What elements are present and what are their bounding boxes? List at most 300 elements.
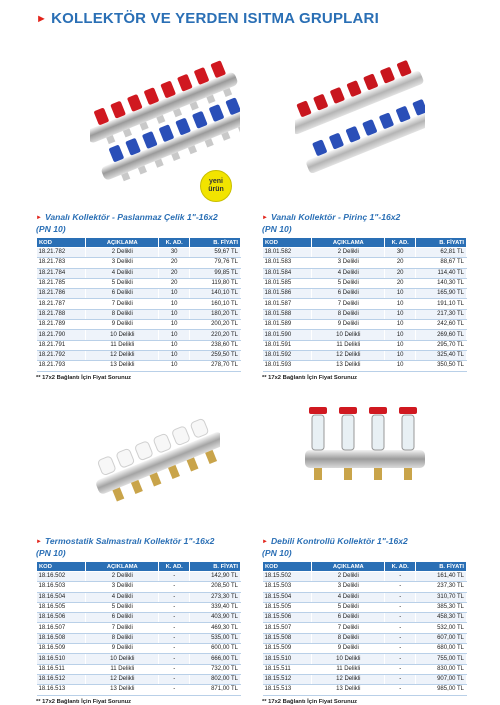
new-product-badge bbox=[200, 170, 232, 202]
cell-fiyat: 140,30 TL bbox=[415, 278, 466, 288]
cell-kad: - bbox=[385, 654, 416, 664]
thermostatic-manifold-block bbox=[36, 536, 241, 705]
cell-aciklama: 7 Delikli bbox=[86, 299, 159, 309]
cell-kod: 18.15.511 bbox=[263, 664, 312, 674]
cell-fiyat: 403,90 TL bbox=[189, 613, 240, 623]
cell-kod: 18.21.793 bbox=[37, 361, 86, 371]
cell-fiyat: 830,00 TL bbox=[415, 664, 466, 674]
cell-kod: 18.01.593 bbox=[263, 361, 312, 371]
footnote bbox=[262, 375, 467, 381]
cell-kod: 18.15.505 bbox=[263, 602, 312, 612]
cell-aciklama: 13 Delikli bbox=[312, 361, 385, 371]
cell-aciklama: 9 Delikli bbox=[312, 644, 385, 654]
table-row bbox=[37, 602, 241, 612]
block-title bbox=[262, 536, 467, 559]
cell-fiyat: 191,10 TL bbox=[415, 299, 466, 309]
footnote bbox=[262, 699, 467, 705]
table-row bbox=[263, 268, 467, 278]
cell-fiyat: 607,00 TL bbox=[415, 633, 466, 643]
cell-kod: 18.01.584 bbox=[263, 268, 312, 278]
cell-fiyat: 871,00 TL bbox=[189, 685, 240, 695]
cell-kod: 18.15.513 bbox=[263, 685, 312, 695]
table-row bbox=[263, 685, 467, 695]
cell-fiyat: 458,30 TL bbox=[415, 613, 466, 623]
table-row bbox=[37, 572, 241, 582]
block-title-text: Vanalı Kollektör - Pirinç 1"-16x2 bbox=[270, 212, 401, 222]
cell-kod: 18.01.590 bbox=[263, 330, 312, 340]
cell-kad: 10 bbox=[159, 309, 190, 319]
cell-kad: 10 bbox=[159, 320, 190, 330]
table-row bbox=[37, 309, 241, 319]
cell-aciklama: 6 Delikli bbox=[86, 613, 159, 623]
cell-kod: 18.01.587 bbox=[263, 299, 312, 309]
table-row bbox=[37, 674, 241, 684]
cell-fiyat: 59,67 TL bbox=[189, 248, 240, 258]
cell-kod: 18.16.507 bbox=[37, 623, 86, 633]
footnote-prefix: ** bbox=[36, 698, 41, 705]
footnote-text: 17x2 Bağlantı İçin Fiyat Sorunuz bbox=[268, 374, 358, 381]
table-row bbox=[37, 592, 241, 602]
flowmeter-manifold-block bbox=[262, 536, 467, 705]
cell-kod: 18.16.512 bbox=[37, 674, 86, 684]
cell-kad: - bbox=[385, 674, 416, 684]
cell-kod: 18.01.589 bbox=[263, 320, 312, 330]
cell-aciklama: 4 Delikli bbox=[86, 592, 159, 602]
footnote-prefix: ** bbox=[262, 698, 267, 705]
cell-kod: 18.21.792 bbox=[37, 350, 86, 360]
col-header-aciklama: AÇIKLAMA bbox=[86, 238, 159, 248]
table-row bbox=[37, 623, 241, 633]
cell-fiyat: 217,30 TL bbox=[415, 309, 466, 319]
table-row bbox=[263, 299, 467, 309]
cell-aciklama: 8 Delikli bbox=[86, 633, 159, 643]
stainless-manifold-block bbox=[36, 212, 241, 381]
cell-aciklama: 3 Delikli bbox=[86, 582, 159, 592]
cell-fiyat: 310,70 TL bbox=[415, 592, 466, 602]
cell-aciklama: 11 Delikli bbox=[312, 340, 385, 350]
footnote-prefix: ** bbox=[36, 374, 41, 381]
cell-kad: 10 bbox=[159, 289, 190, 299]
triangle-bullet-icon: ► bbox=[262, 539, 268, 545]
flowmeter-manifold-image bbox=[300, 395, 430, 515]
cell-fiyat: 269,60 TL bbox=[415, 330, 466, 340]
cell-fiyat: 278,70 TL bbox=[189, 361, 240, 371]
cell-kod: 18.16.504 bbox=[37, 592, 86, 602]
table-row bbox=[37, 268, 241, 278]
col-header-aciklama: AÇIKLAMA bbox=[312, 238, 385, 248]
cell-aciklama: 4 Delikli bbox=[86, 268, 159, 278]
table-row bbox=[37, 654, 241, 664]
page-title bbox=[36, 10, 379, 27]
cell-kod: 18.21.791 bbox=[37, 340, 86, 350]
table-row bbox=[263, 674, 467, 684]
cell-kod: 18.21.784 bbox=[37, 268, 86, 278]
cell-aciklama: 10 Delikli bbox=[312, 654, 385, 664]
cell-fiyat: 339,40 TL bbox=[189, 602, 240, 612]
cell-kod: 18.15.509 bbox=[263, 644, 312, 654]
cell-aciklama: 5 Delikli bbox=[312, 278, 385, 288]
cell-aciklama: 7 Delikli bbox=[312, 623, 385, 633]
cell-kad: - bbox=[159, 685, 190, 695]
cell-fiyat: 165,90 TL bbox=[415, 289, 466, 299]
cell-kod: 18.16.513 bbox=[37, 685, 86, 695]
cell-aciklama: 6 Delikli bbox=[312, 613, 385, 623]
block-title bbox=[262, 212, 467, 235]
cell-kod: 18.15.503 bbox=[263, 582, 312, 592]
table-row bbox=[37, 299, 241, 309]
footnote-text: 17x2 Bağlantı İçin Fiyat Sorunuz bbox=[268, 698, 358, 705]
cell-kod: 18.16.511 bbox=[37, 664, 86, 674]
cell-fiyat: 469,30 TL bbox=[189, 623, 240, 633]
cell-kod: 18.15.502 bbox=[263, 572, 312, 582]
cell-fiyat: 119,80 TL bbox=[189, 278, 240, 288]
cell-fiyat: 62,81 TL bbox=[415, 248, 466, 258]
cell-fiyat: 99,85 TL bbox=[189, 268, 240, 278]
cell-aciklama: 12 Delikli bbox=[312, 350, 385, 360]
cell-kod: 18.01.582 bbox=[263, 248, 312, 258]
cell-kad: - bbox=[385, 602, 416, 612]
cell-kod: 18.21.787 bbox=[37, 299, 86, 309]
table-row bbox=[37, 248, 241, 258]
table-row bbox=[263, 613, 467, 623]
col-header-aciklama: AÇIKLAMA bbox=[312, 562, 385, 572]
table-row bbox=[37, 361, 241, 371]
cell-aciklama: 2 Delikli bbox=[312, 572, 385, 582]
cell-kod: 18.16.502 bbox=[37, 572, 86, 582]
footnote-text: 17x2 Bağlantı İçin Fiyat Sorunuz bbox=[42, 698, 132, 705]
cell-fiyat: 259,50 TL bbox=[189, 350, 240, 360]
footnote bbox=[36, 699, 241, 705]
cell-kod: 18.15.504 bbox=[263, 592, 312, 602]
table-row bbox=[263, 361, 467, 371]
table-row bbox=[37, 613, 241, 623]
brass-manifold-image bbox=[295, 45, 425, 180]
block-title bbox=[36, 212, 241, 235]
cell-kad: 10 bbox=[385, 299, 416, 309]
cell-kad: - bbox=[385, 685, 416, 695]
cell-kad: - bbox=[159, 592, 190, 602]
cell-aciklama: 5 Delikli bbox=[86, 602, 159, 612]
cell-kad: - bbox=[385, 623, 416, 633]
cell-fiyat: 200,20 TL bbox=[189, 320, 240, 330]
footnote bbox=[36, 375, 241, 381]
cell-aciklama: 11 Delikli bbox=[86, 340, 159, 350]
cell-aciklama: 10 Delikli bbox=[86, 654, 159, 664]
pressure-rating: (PN 10) bbox=[36, 548, 66, 558]
cell-kad: - bbox=[385, 592, 416, 602]
table-row bbox=[37, 278, 241, 288]
cell-kod: 18.21.782 bbox=[37, 248, 86, 258]
cell-aciklama: 5 Delikli bbox=[312, 602, 385, 612]
cell-fiyat: 535,00 TL bbox=[189, 633, 240, 643]
table-row bbox=[263, 664, 467, 674]
cell-kod: 18.01.592 bbox=[263, 350, 312, 360]
cell-fiyat: 295,70 TL bbox=[415, 340, 466, 350]
footnote-text: 17x2 Bağlantı İçin Fiyat Sorunuz bbox=[42, 374, 132, 381]
page-title-text: KOLLEKTÖR VE YERDEN ISITMA GRUPLARI bbox=[51, 10, 379, 27]
cell-kad: 10 bbox=[385, 350, 416, 360]
cell-fiyat: 680,00 TL bbox=[415, 644, 466, 654]
cell-kad: - bbox=[159, 633, 190, 643]
pressure-rating: (PN 10) bbox=[262, 548, 292, 558]
cell-kod: 18.16.508 bbox=[37, 633, 86, 643]
cell-kad: 10 bbox=[159, 361, 190, 371]
cell-aciklama: 9 Delikli bbox=[312, 320, 385, 330]
cell-kad: 10 bbox=[159, 350, 190, 360]
table-row bbox=[263, 289, 467, 299]
cell-fiyat: 532,00 TL bbox=[415, 623, 466, 633]
cell-kod: 18.16.505 bbox=[37, 602, 86, 612]
cell-fiyat: 242,60 TL bbox=[415, 320, 466, 330]
cell-fiyat: 755,00 TL bbox=[415, 654, 466, 664]
table-row bbox=[37, 330, 241, 340]
col-header-kad: K. AD. bbox=[159, 562, 190, 572]
cell-kod: 18.21.790 bbox=[37, 330, 86, 340]
cell-fiyat: 180,20 TL bbox=[189, 309, 240, 319]
table-row bbox=[263, 633, 467, 643]
cell-fiyat: 160,10 TL bbox=[189, 299, 240, 309]
cell-kod: 18.21.788 bbox=[37, 309, 86, 319]
table-row bbox=[37, 685, 241, 695]
cell-kod: 18.21.783 bbox=[37, 258, 86, 268]
cell-aciklama: 10 Delikli bbox=[86, 330, 159, 340]
price-table bbox=[262, 237, 467, 372]
cell-aciklama: 8 Delikli bbox=[86, 309, 159, 319]
table-row bbox=[37, 664, 241, 674]
cell-fiyat: 161,40 TL bbox=[415, 572, 466, 582]
cell-kod: 18.01.591 bbox=[263, 340, 312, 350]
cell-fiyat: 208,50 TL bbox=[189, 582, 240, 592]
cell-kod: 18.15.510 bbox=[263, 654, 312, 664]
cell-fiyat: 88,67 TL bbox=[415, 258, 466, 268]
col-header-kad: K. AD. bbox=[159, 238, 190, 248]
col-header-kod: KOD bbox=[263, 238, 312, 248]
table-row bbox=[263, 654, 467, 664]
cell-kad: - bbox=[385, 633, 416, 643]
table-row bbox=[263, 278, 467, 288]
triangle-bullet-icon: ► bbox=[262, 215, 268, 221]
cell-kad: - bbox=[159, 674, 190, 684]
cell-kad: 30 bbox=[159, 248, 190, 258]
cell-kod: 18.01.586 bbox=[263, 289, 312, 299]
table-row bbox=[37, 633, 241, 643]
table-row bbox=[37, 350, 241, 360]
table-row bbox=[37, 582, 241, 592]
cell-fiyat: 666,00 TL bbox=[189, 654, 240, 664]
cell-kad: 10 bbox=[385, 289, 416, 299]
new-product-badge-text: yeni ürün bbox=[208, 178, 224, 193]
cell-fiyat: 140,10 TL bbox=[189, 289, 240, 299]
cell-aciklama: 12 Delikli bbox=[312, 674, 385, 684]
cell-aciklama: 11 Delikli bbox=[312, 664, 385, 674]
table-row bbox=[37, 289, 241, 299]
cell-aciklama: 13 Delikli bbox=[86, 685, 159, 695]
cell-kod: 18.21.786 bbox=[37, 289, 86, 299]
col-header-kad: K. AD. bbox=[385, 238, 416, 248]
cell-kod: 18.16.510 bbox=[37, 654, 86, 664]
cell-kad: - bbox=[159, 664, 190, 674]
cell-fiyat: 907,00 TL bbox=[415, 674, 466, 684]
col-header-fiyat: B. FİYATI bbox=[189, 238, 240, 248]
cell-aciklama: 2 Delikli bbox=[312, 248, 385, 258]
triangle-bullet-icon: ► bbox=[36, 215, 42, 221]
table-row bbox=[263, 258, 467, 268]
cell-aciklama: 8 Delikli bbox=[312, 633, 385, 643]
cell-aciklama: 8 Delikli bbox=[312, 309, 385, 319]
cell-aciklama: 7 Delikli bbox=[312, 299, 385, 309]
table-row bbox=[263, 572, 467, 582]
table-row bbox=[263, 644, 467, 654]
col-header-aciklama: AÇIKLAMA bbox=[86, 562, 159, 572]
cell-kad: - bbox=[385, 613, 416, 623]
cell-fiyat: 350,50 TL bbox=[415, 361, 466, 371]
cell-kad: - bbox=[159, 582, 190, 592]
table-row bbox=[37, 320, 241, 330]
cell-kad: 10 bbox=[159, 340, 190, 350]
cell-aciklama: 11 Delikli bbox=[86, 664, 159, 674]
table-row bbox=[263, 309, 467, 319]
table-row bbox=[263, 623, 467, 633]
cell-aciklama: 4 Delikli bbox=[312, 592, 385, 602]
cell-kad: 20 bbox=[159, 258, 190, 268]
cell-aciklama: 12 Delikli bbox=[86, 674, 159, 684]
cell-kad: - bbox=[385, 582, 416, 592]
cell-fiyat: 238,60 TL bbox=[189, 340, 240, 350]
cell-kod: 18.01.583 bbox=[263, 258, 312, 268]
cell-aciklama: 2 Delikli bbox=[86, 572, 159, 582]
cell-kad: 10 bbox=[159, 330, 190, 340]
cell-fiyat: 385,30 TL bbox=[415, 602, 466, 612]
pressure-rating: (PN 10) bbox=[36, 224, 66, 234]
cell-aciklama: 3 Delikli bbox=[312, 258, 385, 268]
cell-fiyat: 220,20 TL bbox=[189, 330, 240, 340]
cell-fiyat: 142,90 TL bbox=[189, 572, 240, 582]
footnote-prefix: ** bbox=[262, 374, 267, 381]
cell-kad: 10 bbox=[385, 330, 416, 340]
cell-kod: 18.16.506 bbox=[37, 613, 86, 623]
triangle-bullet-icon: ► bbox=[36, 13, 48, 25]
table-row bbox=[263, 602, 467, 612]
cell-fiyat: 985,00 TL bbox=[415, 685, 466, 695]
cell-kad: 10 bbox=[385, 340, 416, 350]
table-row bbox=[37, 340, 241, 350]
pressure-rating: (PN 10) bbox=[262, 224, 292, 234]
table-row bbox=[37, 644, 241, 654]
cell-kad: - bbox=[159, 613, 190, 623]
cell-fiyat: 273,30 TL bbox=[189, 592, 240, 602]
cell-aciklama: 9 Delikli bbox=[86, 644, 159, 654]
stainless-manifold-image bbox=[90, 45, 240, 190]
cell-kod: 18.21.789 bbox=[37, 320, 86, 330]
cell-kod: 18.01.585 bbox=[263, 278, 312, 288]
cell-kad: - bbox=[159, 654, 190, 664]
table-row bbox=[263, 320, 467, 330]
price-table bbox=[36, 561, 241, 696]
cell-fiyat: 802,00 TL bbox=[189, 674, 240, 684]
cell-kad: 10 bbox=[385, 361, 416, 371]
cell-fiyat: 600,00 TL bbox=[189, 644, 240, 654]
cell-aciklama: 6 Delikli bbox=[86, 289, 159, 299]
cell-kad: - bbox=[385, 644, 416, 654]
block-title-text: Termostatik Salmastralı Kollektör 1"-16x2 bbox=[44, 536, 215, 546]
cell-kad: - bbox=[159, 623, 190, 633]
cell-kod: 18.21.785 bbox=[37, 278, 86, 288]
cell-aciklama: 7 Delikli bbox=[86, 623, 159, 633]
table-row bbox=[263, 330, 467, 340]
cell-aciklama: 12 Delikli bbox=[86, 350, 159, 360]
cell-fiyat: 79,76 TL bbox=[189, 258, 240, 268]
cell-aciklama: 13 Delikli bbox=[86, 361, 159, 371]
cell-kad: - bbox=[159, 644, 190, 654]
col-header-kod: KOD bbox=[37, 562, 86, 572]
col-header-fiyat: B. FİYATI bbox=[415, 238, 466, 248]
cell-kad: - bbox=[159, 602, 190, 612]
cell-kod: 18.15.508 bbox=[263, 633, 312, 643]
cell-kod: 18.15.512 bbox=[263, 674, 312, 684]
cell-kad: 20 bbox=[159, 268, 190, 278]
cell-kod: 18.16.503 bbox=[37, 582, 86, 592]
cell-aciklama: 5 Delikli bbox=[86, 278, 159, 288]
cell-fiyat: 114,40 TL bbox=[415, 268, 466, 278]
cell-kad: 10 bbox=[385, 309, 416, 319]
cell-fiyat: 237,30 TL bbox=[415, 582, 466, 592]
cell-fiyat: 732,00 TL bbox=[189, 664, 240, 674]
block-title-text: Debili Kontrollü Kollektör 1"-16x2 bbox=[270, 536, 408, 546]
col-header-fiyat: B. FİYATI bbox=[189, 562, 240, 572]
cell-kad: 20 bbox=[385, 258, 416, 268]
cell-kod: 18.16.509 bbox=[37, 644, 86, 654]
price-table bbox=[36, 237, 241, 372]
cell-kad: 10 bbox=[159, 299, 190, 309]
cell-aciklama: 4 Delikli bbox=[312, 268, 385, 278]
cell-kad: - bbox=[385, 572, 416, 582]
table-row bbox=[263, 350, 467, 360]
price-table bbox=[262, 561, 467, 696]
cell-fiyat: 325,40 TL bbox=[415, 350, 466, 360]
table-row bbox=[263, 592, 467, 602]
triangle-bullet-icon: ► bbox=[36, 539, 42, 545]
cell-aciklama: 9 Delikli bbox=[86, 320, 159, 330]
cell-aciklama: 10 Delikli bbox=[312, 330, 385, 340]
block-title bbox=[36, 536, 241, 559]
cell-kod: 18.01.588 bbox=[263, 309, 312, 319]
table-row bbox=[263, 340, 467, 350]
col-header-kad: K. AD. bbox=[385, 562, 416, 572]
cell-aciklama: 3 Delikli bbox=[312, 582, 385, 592]
cell-kad: - bbox=[159, 572, 190, 582]
table-row bbox=[37, 258, 241, 268]
table-row bbox=[263, 582, 467, 592]
col-header-fiyat: B. FİYATI bbox=[415, 562, 466, 572]
cell-kod: 18.15.507 bbox=[263, 623, 312, 633]
brass-manifold-block bbox=[262, 212, 467, 381]
col-header-kod: KOD bbox=[37, 238, 86, 248]
cell-aciklama: 3 Delikli bbox=[86, 258, 159, 268]
col-header-kod: KOD bbox=[263, 562, 312, 572]
cell-kad: - bbox=[385, 664, 416, 674]
cell-kod: 18.15.506 bbox=[263, 613, 312, 623]
block-title-text: Vanalı Kollektör - Paslanmaz Çelik 1"-16x2 bbox=[44, 212, 218, 222]
cell-aciklama: 2 Delikli bbox=[86, 248, 159, 258]
table-row bbox=[263, 248, 467, 258]
thermostatic-manifold-image bbox=[90, 395, 220, 520]
cell-aciklama: 6 Delikli bbox=[312, 289, 385, 299]
cell-kad: 20 bbox=[385, 278, 416, 288]
cell-kad: 20 bbox=[385, 268, 416, 278]
cell-kad: 10 bbox=[385, 320, 416, 330]
cell-kad: 30 bbox=[385, 248, 416, 258]
cell-aciklama: 13 Delikli bbox=[312, 685, 385, 695]
